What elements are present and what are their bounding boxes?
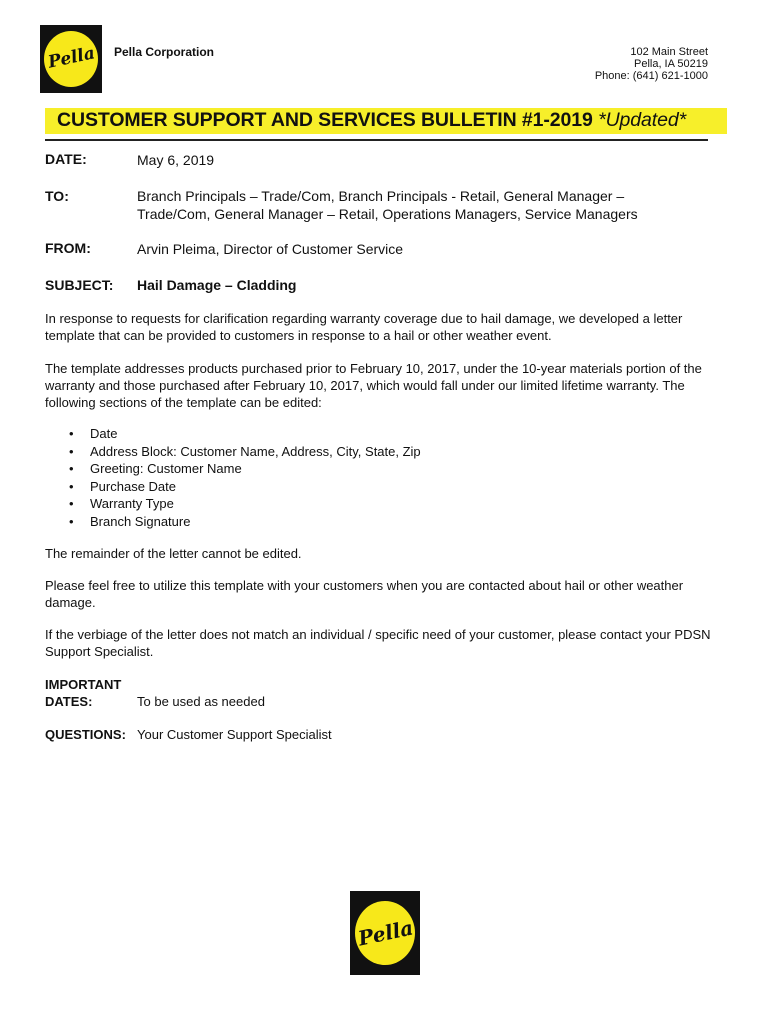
phone-line: Phone: (641) 621-1000 [594, 70, 708, 82]
body-paragraph-contact: If the verbiage of the letter does not match an individual / specific need of your customer, please contact your PDSN Support Specialist. [45, 627, 711, 659]
to-label: TO: [45, 188, 69, 204]
list-item: • Greeting: Customer Name [45, 460, 421, 478]
to-value [137, 187, 638, 223]
important-label-line: IMPORTANT [45, 677, 122, 692]
list-item: • Warranty Type [45, 495, 421, 513]
pella-footer-logo [350, 891, 420, 975]
bulletin-title [57, 109, 686, 132]
header-divider [45, 139, 708, 141]
subject-value: Hail Damage – Cladding [137, 277, 297, 293]
from-label: FROM: [45, 240, 91, 256]
list-item: • Branch Signature [45, 513, 421, 531]
editable-sections-list [45, 425, 421, 530]
important-dates-label [45, 676, 121, 710]
from-value: Arvin Pleima, Director of Customer Service [137, 241, 404, 257]
body-paragraph-template: The template addresses products purchased prior to February 10, 2017, under the 10-year materials portion of the warranty and those purchased after February 10, 2017, which would fall under our limited lifetime warranty. The following sections of the template can be edited: [45, 361, 702, 410]
questions-value: Your Customer Support Specialist [137, 727, 332, 742]
important-dates-value: To be used as needed [137, 694, 265, 709]
date-value: May 6, 2019 [137, 152, 215, 168]
address-line: Pella, IA 50219 [633, 58, 708, 70]
address-line: 102 Main Street [630, 46, 708, 58]
list-item: • Address Block: Customer Name, Address, City, State, Zip [45, 443, 421, 461]
list-item: • Date [45, 425, 421, 443]
updated-tag: *Updated* [598, 109, 687, 131]
to-value-line: Branch Principals – Trade/Com, Branch Principals - Retail, General Manager – [137, 188, 625, 204]
pella-logo-wordmark: Pella [46, 43, 97, 73]
company-name: Pella Corporation [114, 45, 215, 59]
body-paragraph-intro: In response to requests for clarification regarding warranty coverage due to hail damage, we developed a letter template that can be provided to customers in response to a hail or other weather event. [45, 311, 683, 343]
body-paragraph-remainder: The remainder of the letter cannot be edited. [45, 546, 302, 561]
important-label-line: DATES: [45, 694, 93, 709]
questions-label: QUESTIONS: [45, 727, 126, 742]
bulletin-title-text: CUSTOMER SUPPORT AND SERVICES BULLETIN #1-2019 [57, 109, 593, 131]
pella-logo [40, 25, 102, 93]
company-address [595, 46, 708, 82]
body-paragraph-utilize: Please feel free to utilize this template with your customers when you are contacted about hail or other weather damage. [45, 578, 684, 610]
pella-footer-logo-wordmark: Pella [356, 915, 416, 951]
date-label: DATE: [45, 151, 87, 167]
list-item: • Purchase Date [45, 478, 421, 496]
subject-label: SUBJECT: [45, 277, 114, 293]
to-value-line: Trade/Com, General Manager – Retail, Operations Managers, Service Managers [137, 206, 638, 222]
